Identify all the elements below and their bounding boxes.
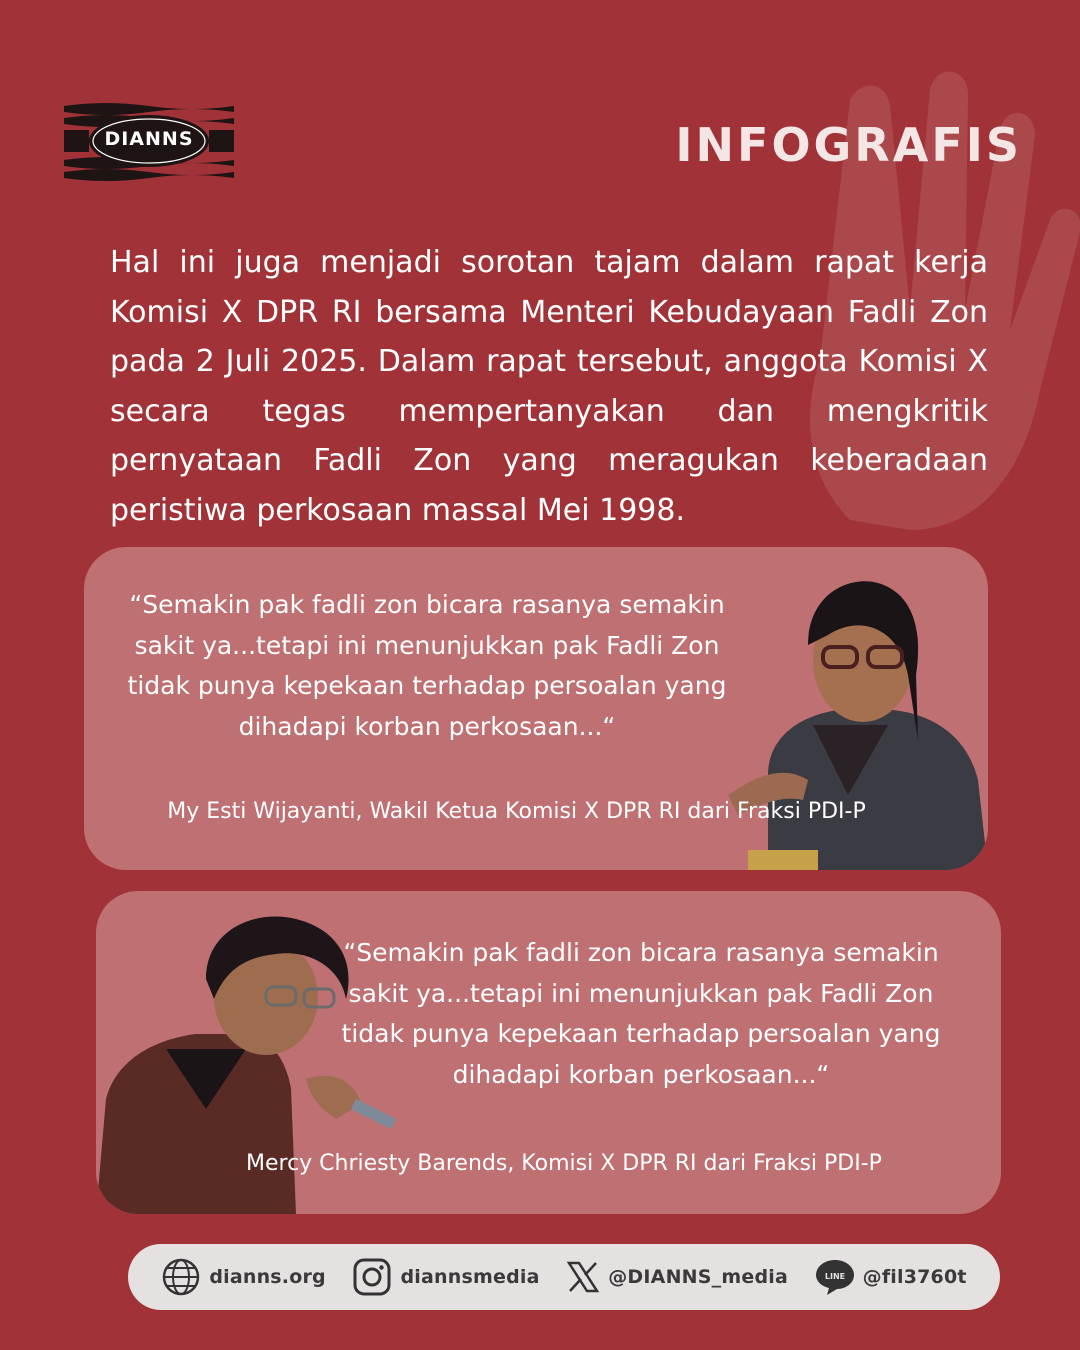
instagram-label: diannsmedia [400, 1266, 540, 1288]
website-link[interactable] [161, 1257, 326, 1297]
intro-paragraph: Hal ini juga menjadi sorotan tajam dalam rapat kerja Komisi X DPR RI bersama Menteri Kebudayaan Fadli Zon pada 2 Juli 2025. Dalam rapat tersebut, anggota Komisi X secara tegas mempertanyakan dan mengkritik pernyataan Fadli Zon yang meragukan keberadaan peristiwa perkosaan massal Mei 1998. [110, 245, 988, 528]
x-icon [566, 1260, 600, 1294]
speaker-photo-my-esti-wijayanti [728, 565, 988, 870]
x-label: @DIANNS_media [608, 1266, 788, 1288]
quote-attribution: Mercy Chriesty Barends, Komisi X DPR RI dari Fraksi PDI-P [246, 1151, 882, 1176]
svg-text:LINE: LINE [824, 1272, 845, 1281]
instagram-link[interactable] [352, 1257, 539, 1297]
social-footer [128, 1244, 1000, 1310]
logo-name: DIANNS [104, 128, 194, 150]
quote-card-2 [96, 891, 1001, 1214]
x-link[interactable] [566, 1260, 788, 1294]
quote-card-1 [84, 547, 988, 870]
line-label: @fil3760t [862, 1266, 967, 1288]
instagram-icon [352, 1257, 392, 1297]
quote-attribution: My Esti Wijayanti, Wakil Ketua Komisi X DPR RI dari Fraksi PDI-P [167, 799, 866, 824]
dianns-logo [64, 100, 234, 184]
line-link[interactable] [815, 1258, 967, 1296]
line-icon [815, 1258, 855, 1296]
quote-text: “Semakin pak fadli zon bicara rasanya semakin sakit ya...tetapi ini menunjukkan pak Fadli Zon tidak punya kepekaan terhadap persoalan yang dihadapi korban perkosaan...“ [127, 590, 727, 741]
page-title: INFOGRAFIS [675, 118, 1022, 172]
quote-text: “Semakin pak fadli zon bicara rasanya semakin sakit ya...tetapi ini menunjukkan pak Fadli Zon tidak punya kepekaan terhadap persoalan yang dihadapi korban perkosaan...“ [341, 938, 941, 1089]
globe-icon [161, 1257, 201, 1297]
website-label: dianns.org [209, 1266, 326, 1288]
